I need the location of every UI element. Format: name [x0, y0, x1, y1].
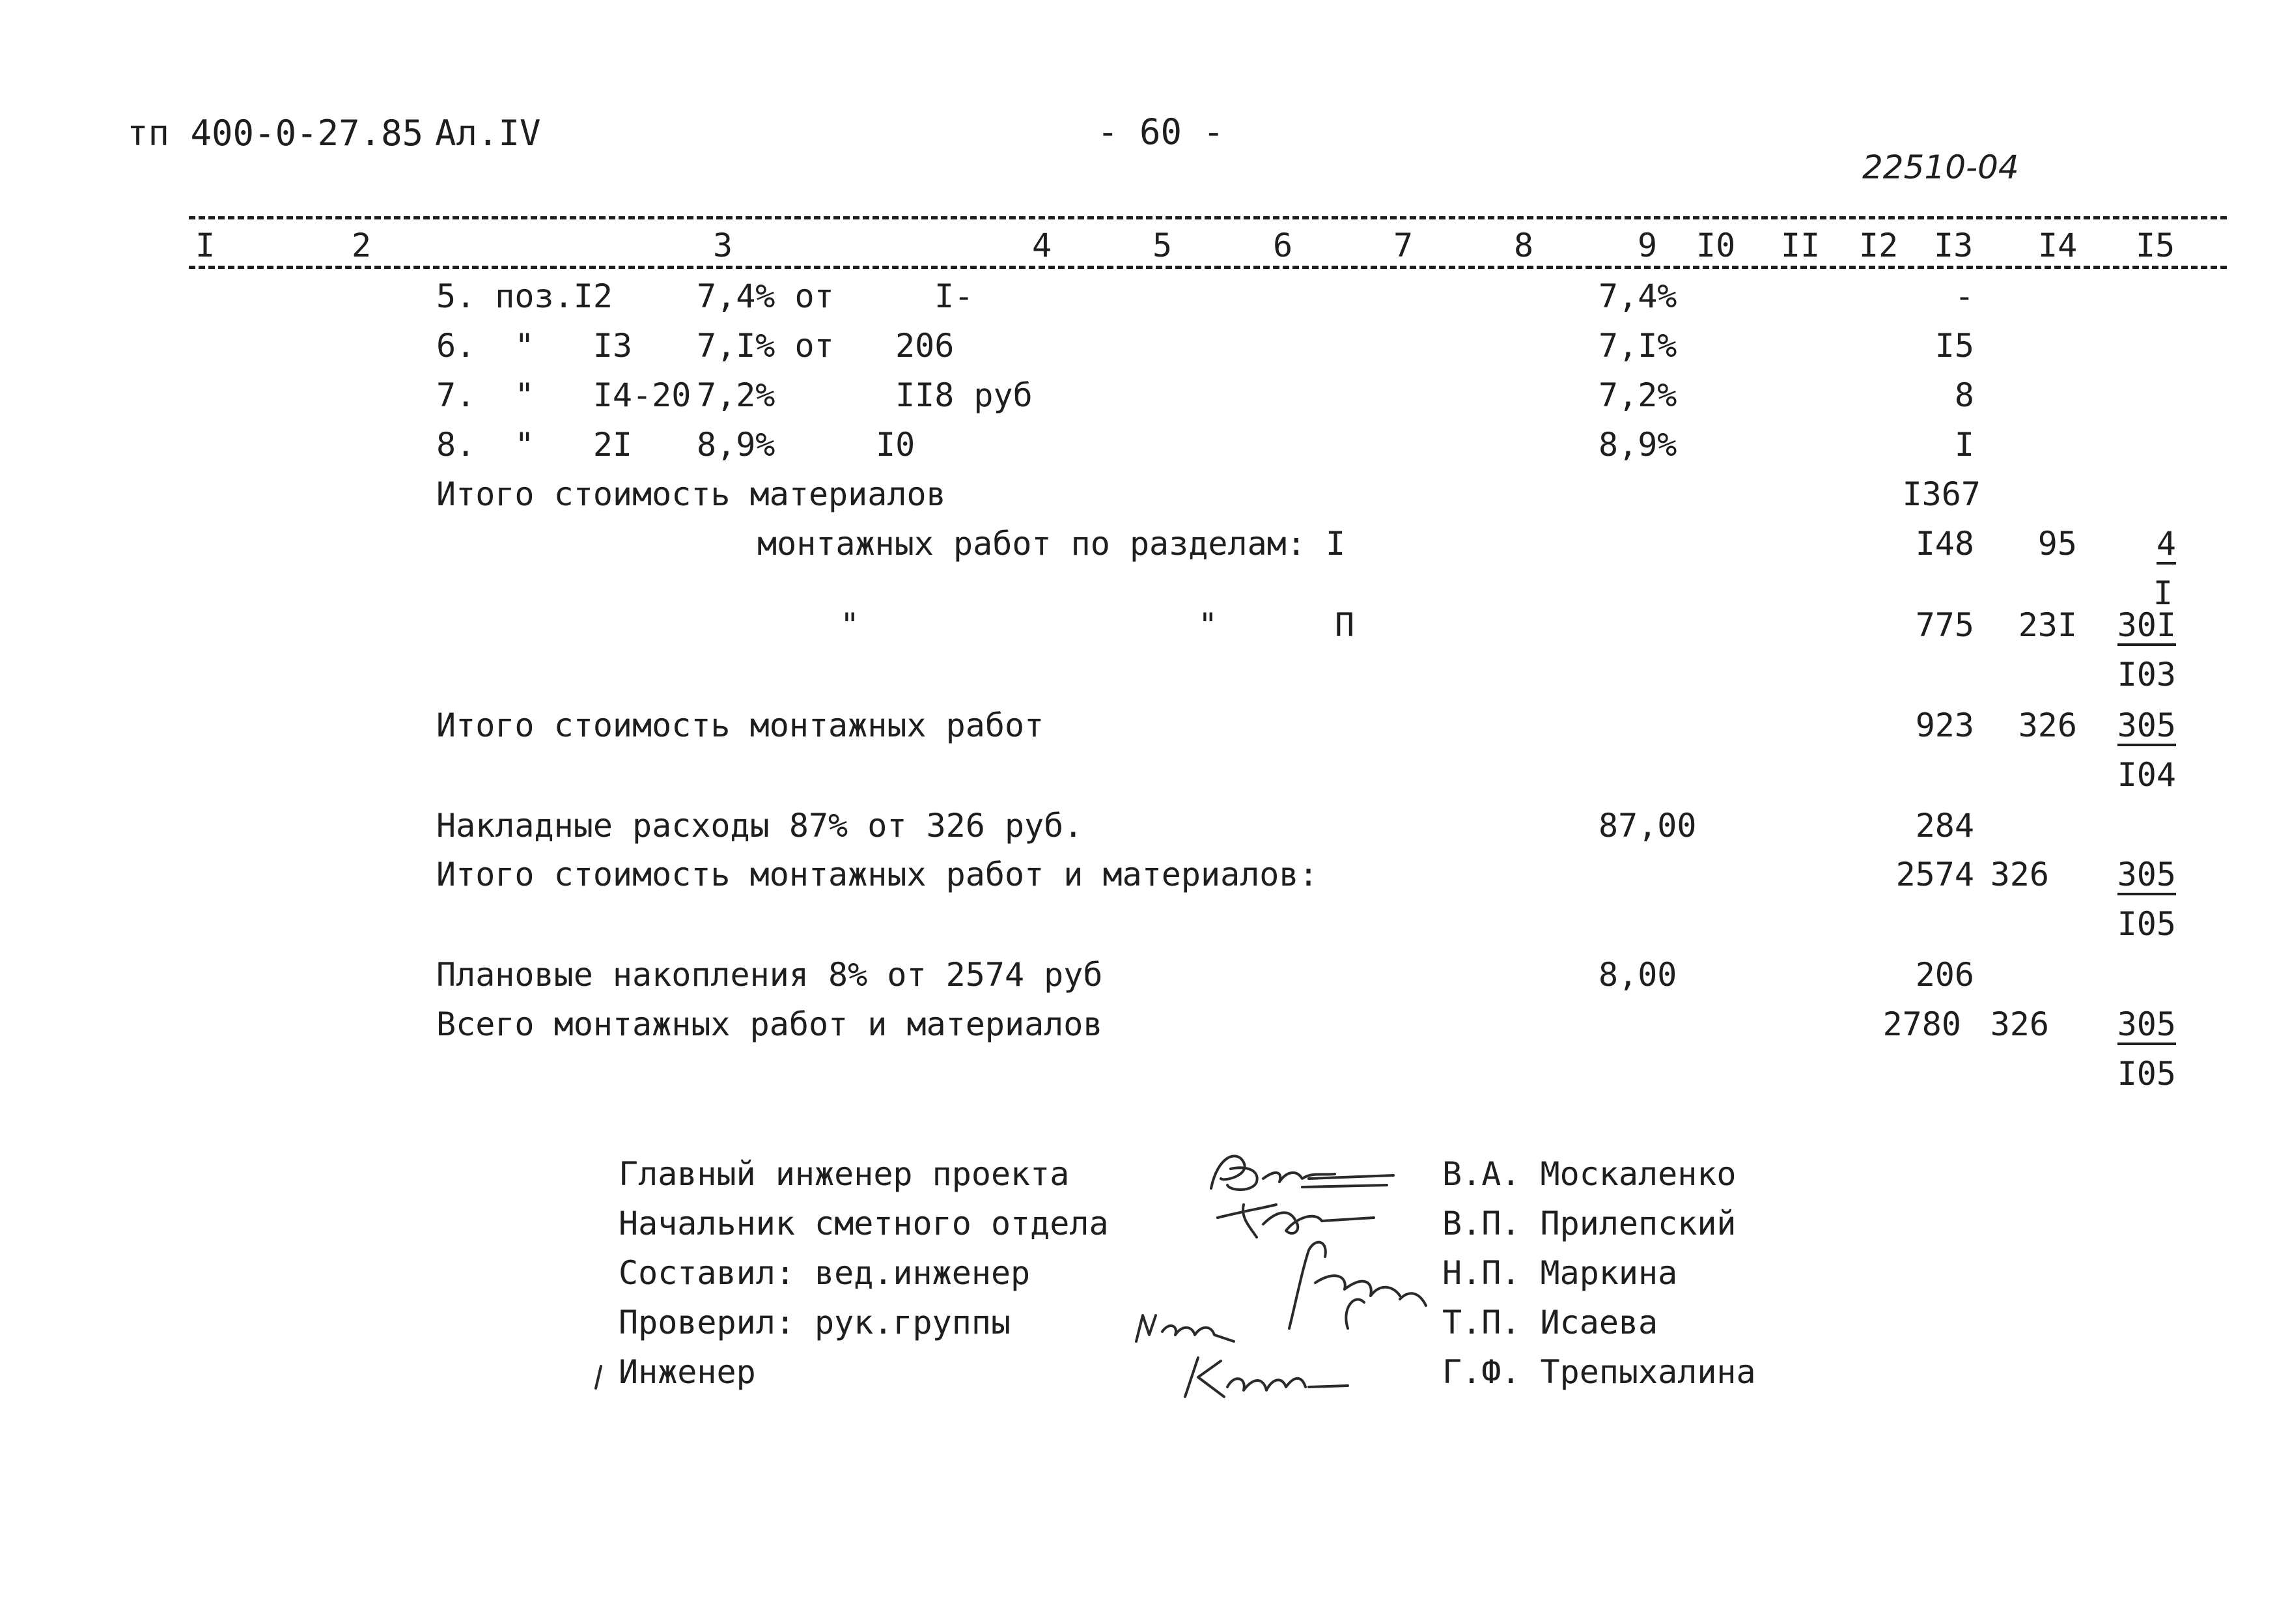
savings-rate: 8,00: [1599, 956, 1677, 994]
signature-role: Начальник сметного отдела: [619, 1205, 1109, 1242]
handwritten-signature: [1270, 1231, 1439, 1341]
works-wage: 326: [2018, 707, 2077, 744]
item-total: I5: [1934, 327, 1974, 365]
item-rate: 7,I%: [1599, 327, 1677, 365]
signature-role: Главный инженер проекта: [619, 1155, 1070, 1193]
handwritten-signature: [1130, 1302, 1260, 1354]
column-header-6: 6: [1273, 227, 1293, 264]
savings-label: Плановые накопления 8% от 2574 руб: [436, 956, 1103, 994]
works-total-label: Итого стоимость монтажных работ: [436, 707, 1044, 744]
ditto-mark: ": [1198, 606, 1218, 644]
item-percent: 7,4% от: [697, 277, 834, 315]
item-label: 5. поз.I2: [436, 277, 613, 315]
handwritten-signature: [1172, 1348, 1354, 1407]
column-header-14: I4: [2038, 227, 2078, 264]
item-label: 8. " 2I: [436, 426, 633, 464]
works-materials-wage: 326: [1990, 856, 2049, 893]
section2-total: 775: [1915, 606, 1974, 644]
works-materials-total: 2574: [1895, 856, 1974, 893]
works-machines: 305: [2117, 709, 2176, 746]
works-machines-wage: I04: [2117, 756, 2176, 794]
item-total: -: [1954, 277, 1974, 315]
signature-role: Составил: вед.инженер: [619, 1254, 1031, 1292]
page-number: - 60 -: [1097, 111, 1225, 152]
column-header-3: 3: [713, 227, 733, 264]
grand-wage: 326: [1990, 1005, 2049, 1043]
handwritten-number: 22510-04: [1862, 148, 2019, 186]
ditto-mark: ": [840, 606, 860, 644]
signature-role: Инженер: [619, 1353, 756, 1391]
grand-machines-wage: I05: [2117, 1055, 2176, 1093]
item-total: 8: [1954, 376, 1974, 414]
item-percent: 7,2%: [697, 376, 775, 414]
album-number: Ал.IV: [435, 113, 541, 154]
signature-name: В.П. Прилепский: [1442, 1205, 1737, 1242]
column-header-4: 4: [1032, 227, 1052, 264]
overhead-total: 284: [1915, 807, 1974, 845]
header-bottom-rule: [189, 266, 2227, 269]
column-header-1: I: [195, 227, 216, 264]
section2-roman: П: [1335, 606, 1355, 644]
grand-machines: 305: [2117, 1008, 2176, 1045]
savings-total: 206: [1915, 956, 1974, 994]
item-total: I: [1954, 426, 1974, 464]
column-header-2: 2: [352, 227, 372, 264]
signature-name: Т.П. Исаева: [1442, 1304, 1658, 1341]
signature-name: Г.Ф. Трепыхалина: [1442, 1353, 1756, 1391]
column-header-8: 8: [1514, 227, 1534, 264]
sections-label: монтажных работ по разделам: I: [757, 525, 1346, 563]
section2-machines: 30I: [2117, 609, 2176, 646]
grand-total: 2780: [1882, 1005, 1961, 1043]
column-header-11: II: [1781, 227, 1821, 264]
section2-wage: 23I: [2018, 606, 2077, 644]
doc-code: тп 400-0-27.85: [127, 113, 424, 154]
item-rate: 7,4%: [1599, 277, 1677, 315]
column-header-12: I2: [1859, 227, 1899, 264]
signature-role: Проверил: рук.группы: [619, 1304, 1011, 1341]
works-materials-machines: 305: [2117, 858, 2176, 895]
section1-machines-wage: I: [2153, 574, 2173, 612]
column-header-10: I0: [1696, 227, 1736, 264]
header-top-rule: [189, 216, 2227, 219]
materials-total-value: I367: [1902, 475, 1981, 513]
section1-machines: 4: [2157, 527, 2176, 565]
works-materials-label: Итого стоимость монтажных работ и материалов:: [436, 856, 1319, 893]
column-header-15: I5: [2136, 227, 2175, 264]
item-base: I-: [934, 277, 974, 315]
column-header-5: 5: [1152, 227, 1173, 264]
item-label: 7. " I4-20: [436, 376, 691, 414]
item-base: 206: [895, 327, 955, 365]
item-rate: 7,2%: [1599, 376, 1677, 414]
margin-mark: [589, 1361, 609, 1393]
signature-name: В.А. Москаленко: [1442, 1155, 1737, 1193]
overhead-label: Накладные расходы 87% от 326 руб.: [436, 807, 1083, 845]
signature-name: Н.П. Маркина: [1442, 1254, 1678, 1292]
works-total: 923: [1915, 707, 1974, 744]
column-header-13: I3: [1934, 227, 1974, 264]
grand-total-label: Всего монтажных работ и материалов: [436, 1005, 1103, 1043]
materials-total-label: Итого стоимость материалов: [436, 475, 946, 513]
item-label: 6. " I3: [436, 327, 633, 365]
item-base: II8 руб: [895, 376, 1033, 414]
item-base: I0: [876, 426, 915, 464]
section1-total: I48: [1915, 525, 1974, 563]
works-materials-machines-wage: I05: [2117, 905, 2176, 943]
item-percent: 7,I% от: [697, 327, 834, 365]
column-header-9: 9: [1638, 227, 1658, 264]
item-rate: 8,9%: [1599, 426, 1677, 464]
overhead-rate: 87,00: [1599, 807, 1697, 845]
item-percent: 8,9%: [697, 426, 775, 464]
section1-wage: 95: [2037, 525, 2077, 563]
column-header-7: 7: [1393, 227, 1414, 264]
section2-machines-wage: I03: [2117, 656, 2176, 693]
